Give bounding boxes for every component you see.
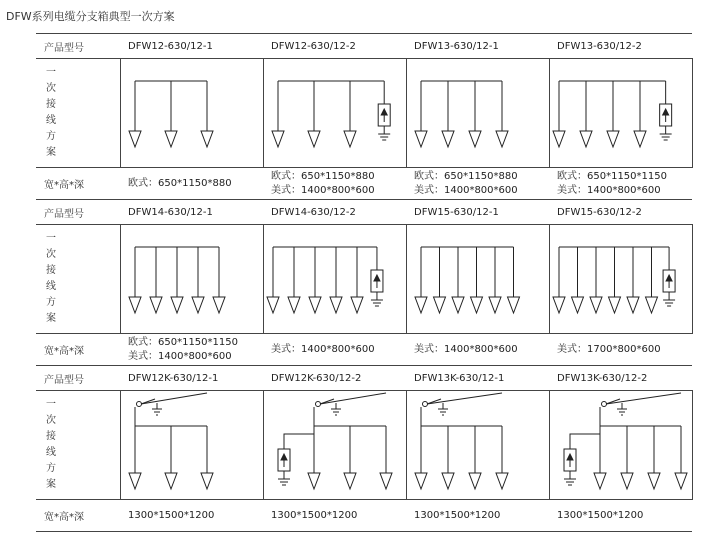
arrester-lead: [570, 434, 600, 449]
cable-terminal: [308, 131, 320, 147]
diagram-cell: [406, 59, 549, 168]
diagram-cell: [263, 225, 406, 334]
arrester-lead: [284, 434, 314, 449]
wiring-diagram: [407, 391, 550, 499]
diagram-cell: [549, 59, 692, 168]
dims-value: 1300*1500*1200: [414, 509, 501, 521]
dims-value: 欧式：650*1150*880: [271, 170, 375, 182]
wiring-diagram: [550, 59, 693, 167]
cable-terminal: [496, 473, 508, 489]
dims-label: 宽*高*深: [36, 500, 120, 532]
cable-terminal: [201, 131, 213, 147]
cable-terminal: [452, 297, 464, 313]
cable-terminal: [288, 297, 300, 313]
dims-cell: [263, 334, 406, 366]
cable-terminal: [634, 131, 646, 147]
cable-terminal: [344, 131, 356, 147]
model-name: DFW12K-630/12-2: [263, 366, 406, 391]
wiring-diagram: [121, 391, 264, 499]
model-name: DFW14-630/12-1: [120, 200, 263, 225]
dims-row: [36, 500, 692, 532]
switch-contact: [422, 402, 427, 407]
cable-terminal: [192, 297, 204, 313]
wiring-diagram: [407, 225, 550, 333]
wiring-diagram: [550, 391, 693, 499]
diagram-row: [36, 391, 692, 500]
diagram-cell: [120, 59, 263, 168]
arrester-arrow: [662, 109, 668, 115]
model-name: DFW12-630/12-2: [263, 34, 406, 59]
cable-terminal: [580, 131, 592, 147]
cable-terminal: [607, 131, 619, 147]
model-name: DFW13K-630/12-2: [549, 366, 692, 391]
dims-cell: [549, 168, 692, 200]
diagram-row: [36, 225, 692, 334]
cable-terminal: [129, 297, 141, 313]
switch-contact: [136, 402, 141, 407]
cable-terminal: [344, 473, 356, 489]
cable-terminal: [469, 473, 481, 489]
scheme-table: [36, 33, 693, 532]
scheme-label-cell: [36, 59, 120, 168]
diagram-row: [36, 59, 692, 168]
cable-terminal: [267, 297, 279, 313]
model-name: DFW15-630/12-1: [406, 200, 549, 225]
model-name: DFW13-630/12-2: [549, 34, 692, 59]
cable-terminal: [675, 473, 687, 489]
dims-value: 欧式：650*1150*880: [128, 177, 232, 189]
dims-value: 美式：1400*800*600: [557, 184, 661, 196]
dims-value: 美式：1400*800*600: [271, 184, 375, 196]
switch-contact: [601, 402, 606, 407]
dims-cell: [406, 500, 549, 532]
wiring-diagram: [121, 59, 264, 167]
diagram-cell: [406, 391, 549, 500]
cable-terminal: [415, 473, 427, 489]
scheme-label: 一次接线方案: [46, 399, 56, 490]
dims-value: 美式：1400*800*600: [271, 343, 375, 355]
cable-terminal: [330, 297, 342, 313]
dims-cell: [120, 500, 263, 532]
arrester-arrow: [666, 275, 672, 281]
cable-terminal: [415, 131, 427, 147]
dims-value: 美式：1700*800*600: [557, 343, 661, 355]
model-name: DFW12K-630/12-1: [120, 366, 263, 391]
dims-row: [36, 334, 692, 366]
scheme-label-cell: [36, 225, 120, 334]
model-row: [36, 200, 692, 225]
cable-terminal: [627, 297, 639, 313]
dims-value: 1300*1500*1200: [128, 509, 215, 521]
dims-value: 欧式：650*1150*1150: [128, 336, 238, 348]
diagram-cell: [120, 391, 263, 500]
cable-terminal: [571, 297, 583, 313]
dims-value: 美式：1400*800*600: [128, 350, 232, 362]
arrester-arrow: [281, 454, 287, 460]
cable-terminal: [553, 297, 565, 313]
dims-cell: [120, 168, 263, 200]
model-label: 产品型号: [36, 366, 120, 391]
cable-terminal: [608, 297, 620, 313]
cable-terminal: [645, 297, 657, 313]
cable-terminal: [201, 473, 213, 489]
dims-value: 1300*1500*1200: [557, 509, 644, 521]
cable-terminal: [308, 473, 320, 489]
arrester-arrow: [373, 275, 379, 281]
cable-terminal: [380, 473, 392, 489]
cable-terminal: [171, 297, 183, 313]
cable-terminal: [165, 473, 177, 489]
model-label: 产品型号: [36, 34, 120, 59]
cable-terminal: [590, 297, 602, 313]
cable-terminal: [129, 473, 141, 489]
diagram-cell: [120, 225, 263, 334]
diagram-cell: [549, 391, 692, 500]
dims-value: 1300*1500*1200: [271, 509, 358, 521]
model-label: 产品型号: [36, 200, 120, 225]
dims-cell: [549, 334, 692, 366]
cable-terminal: [309, 297, 321, 313]
dims-cell: [549, 500, 692, 532]
arrester-arrow: [381, 109, 387, 115]
model-name: DFW12-630/12-1: [120, 34, 263, 59]
cable-terminal: [351, 297, 363, 313]
cable-terminal: [469, 131, 481, 147]
dims-value: 欧式：650*1150*1150: [557, 170, 667, 182]
cable-terminal: [442, 473, 454, 489]
model-name: DFW13-630/12-1: [406, 34, 549, 59]
dims-value: 美式：1400*800*600: [414, 343, 518, 355]
dims-label: 宽*高*深: [36, 168, 120, 200]
cable-terminal: [213, 297, 225, 313]
switch-contact: [315, 402, 320, 407]
switch-blade: [141, 393, 207, 404]
cable-terminal: [165, 131, 177, 147]
wiring-diagram: [264, 225, 407, 333]
wiring-diagram: [264, 391, 407, 499]
diagram-cell: [263, 59, 406, 168]
switch-blade: [606, 393, 681, 404]
dims-value: 欧式：650*1150*880: [414, 170, 518, 182]
page-title: DFW系列电缆分支箱典型一次方案: [6, 10, 175, 23]
dims-value: 美式：1400*800*600: [414, 184, 518, 196]
scheme-label: 一次接线方案: [46, 67, 56, 158]
cable-terminal: [272, 131, 284, 147]
cable-terminal: [648, 473, 660, 489]
cable-terminal: [150, 297, 162, 313]
wiring-diagram: [550, 225, 693, 333]
model-row: [36, 34, 692, 59]
scheme-label: 一次接线方案: [46, 233, 56, 324]
cable-terminal: [489, 297, 501, 313]
dims-cell: [263, 168, 406, 200]
dims-label: 宽*高*深: [36, 334, 120, 366]
cable-terminal: [415, 297, 427, 313]
model-name: DFW15-630/12-2: [549, 200, 692, 225]
diagram-cell: [263, 391, 406, 500]
switch-blade: [320, 393, 386, 404]
dims-cell: [406, 334, 549, 366]
dims-cell: [406, 168, 549, 200]
wiring-diagram: [407, 59, 550, 167]
wiring-diagram: [264, 59, 407, 167]
scheme-label-cell: [36, 391, 120, 500]
cable-terminal: [507, 297, 519, 313]
dims-row: [36, 168, 692, 200]
arrester-arrow: [567, 454, 573, 460]
cable-terminal: [129, 131, 141, 147]
model-row: [36, 366, 692, 391]
cable-terminal: [621, 473, 633, 489]
dims-cell: [263, 500, 406, 532]
cable-terminal: [433, 297, 445, 313]
dims-cell: [120, 334, 263, 366]
diagram-cell: [549, 225, 692, 334]
wiring-diagram: [121, 225, 264, 333]
cable-terminal: [442, 131, 454, 147]
cable-terminal: [553, 131, 565, 147]
cable-terminal: [470, 297, 482, 313]
cable-terminal: [594, 473, 606, 489]
switch-blade: [427, 393, 502, 404]
model-name: DFW13K-630/12-1: [406, 366, 549, 391]
diagram-cell: [406, 225, 549, 334]
model-name: DFW14-630/12-2: [263, 200, 406, 225]
cable-terminal: [496, 131, 508, 147]
